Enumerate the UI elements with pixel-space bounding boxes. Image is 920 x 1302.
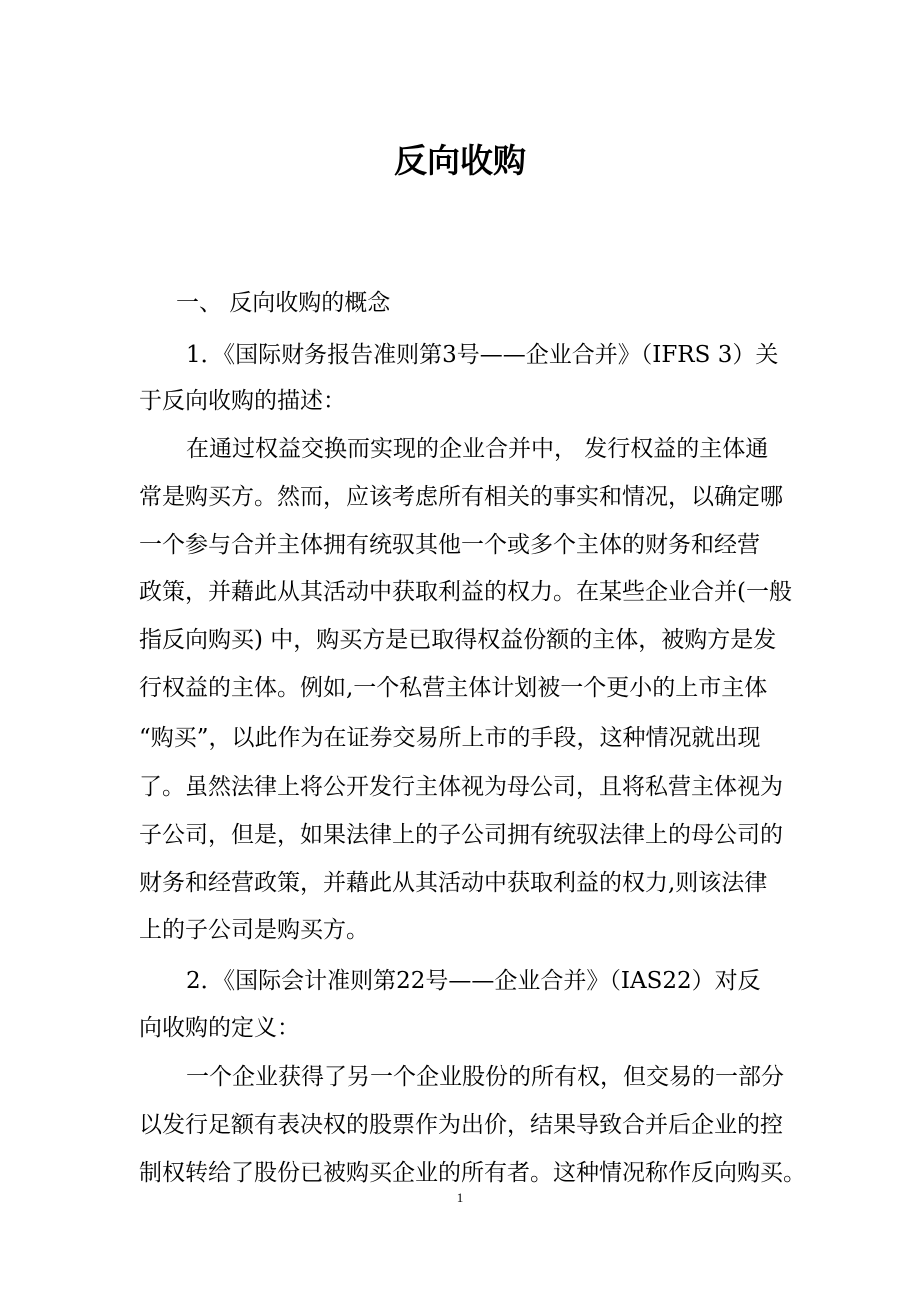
paragraph-line: 以发行足额有表决权的股票作为出价，结果导致合并后企业的控 xyxy=(139,1112,783,1138)
section-heading: 一、 反向收购的概念 xyxy=(176,290,391,316)
page-number: 1 xyxy=(456,1190,464,1205)
paragraph-line: 向收购的定义： xyxy=(139,1015,300,1041)
paragraph-line: 常是购买方。然而，应该考虑所有相关的事实和情况，以确定哪 xyxy=(139,484,783,510)
paragraph-line: 1．《国际财务报告准则第3号——企业合并》（IFRS 3）关 xyxy=(186,342,779,368)
paragraph-line: 2．《国际会计准则第22号——企业合并》（IAS22）对反 xyxy=(186,968,761,994)
paragraph-line: 一个企业获得了另一个企业股份的所有权，但交易的一部分 xyxy=(186,1064,784,1090)
paragraph-line: 于反向收购的描述： xyxy=(139,388,346,414)
paragraph-line: 一个参与合并主体拥有统驭其他一个或多个主体的财务和经营 xyxy=(139,532,760,558)
paragraph-line: 制权转给了股份已被购买企业的所有者。这种情况称作反向购买。 xyxy=(139,1160,806,1186)
paragraph-line: 财务和经营政策，并藉此从其活动中获取利益的权力,则该法律 xyxy=(139,870,768,896)
paragraph-line: 指反向购买) 中，购买方是已取得权益份额的主体，被购方是发 xyxy=(139,627,777,653)
paragraph-line: 行权益的主体。例如,一个私营主体计划被一个更小的上市主体 xyxy=(139,675,768,701)
paragraph-line: 子公司，但是，如果法律上的子公司拥有统驭法律上的母公司的 xyxy=(139,822,783,848)
paragraph-line: 上的子公司是购买方。 xyxy=(139,917,369,943)
paragraph-line: “购买”，以此作为在证券交易所上市的手段，这种情况就出现 xyxy=(139,725,761,751)
paragraph-line: 政策，并藉此从其活动中获取利益的权力。在某些企业合并(一般 xyxy=(139,579,792,605)
document-title: 反向收购 xyxy=(394,141,526,180)
paragraph-line: 在通过权益交换而实现的企业合并中， 发行权益的主体通 xyxy=(186,436,769,462)
paragraph-line: 了。虽然法律上将公开发行主体视为母公司，且将私营主体视为 xyxy=(139,774,783,800)
